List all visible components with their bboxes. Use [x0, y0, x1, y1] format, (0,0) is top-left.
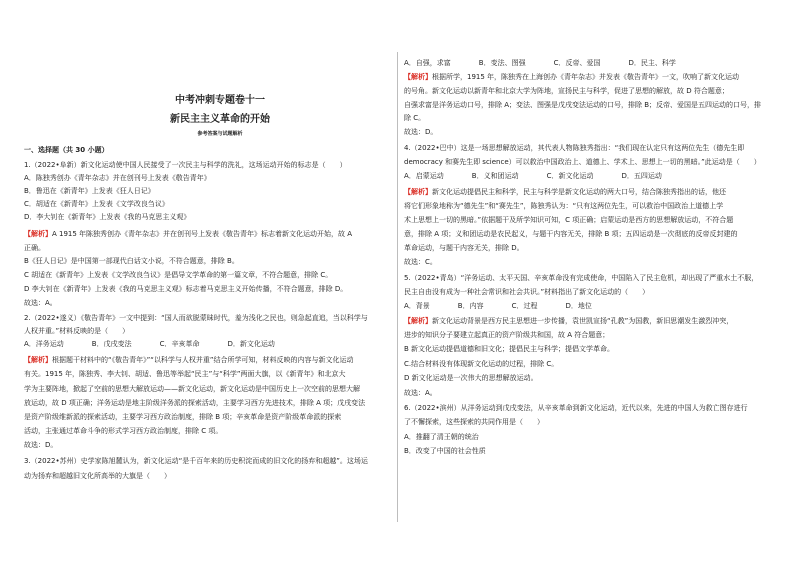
analysis-line — [404, 73, 739, 82]
analysis-tag: 【解析】 — [24, 230, 52, 238]
section-heading: 一、选择题（共 30 小题） — [24, 146, 109, 154]
answer-option: D．李大钊在《新青年》上发表《我的马克思主义观》 — [24, 213, 191, 221]
text-line: D 李大钊在《新青年》上发表《我的马克思主义观》标志着马克思主义开始传播，不符合题意，排除 D。 — [24, 285, 348, 293]
text-line: 是资产阶级维新派的探索活动，主要学习西方政治制度，排除 B 项；辛亥革命是资产阶级革命派的探索 — [24, 413, 342, 421]
answer-option: A．背景 B．内容 C．过程 D．地位 — [404, 302, 592, 310]
question-stem: 3.（2022•苏州）史学家陈旭麓认为，新文化运动“是千百年来的历史积淀而成的旧文化的扬弃和超越”。这场运 — [24, 457, 368, 465]
text-line: 活动，主张通过革命斗争的形式学习西方政治制度，排除 C 项。 — [24, 427, 223, 435]
analysis-text: 根据题干材料中的“《敬告青年》”“以科学与人权并重”结合所学可知，材料反映的内容与新文化运动 — [52, 356, 354, 364]
answer-note: 参考答案与试题解析 — [197, 131, 243, 137]
text-line: B《狂人日记》是中国第一部现代白话文小说，不符合题意，排除 B。 — [24, 257, 239, 265]
answer-option: A．洋务运动 B．戊戌变法 C．辛亥革命 D．新文化运动 — [24, 340, 275, 348]
text-line: 学为主要阵地，掀起了空前的思想大解放运动——新文化运动，新文化运动是中国历史上一次空前的思想大解 — [24, 385, 360, 393]
analysis-tag: 【解析】 — [404, 73, 432, 81]
analysis-text: 新文化运动提倡民主和科学，民主与科学是新文化运动的两大口号，结合陈独秀指出的话，他还 — [432, 188, 726, 196]
text-line: 的号角。新文化运动以新青年和北京大学为阵地，宣扬民主与科学，促进了思想的解放，故 D 符合题意； — [404, 87, 729, 95]
analysis-tag: 【解析】 — [404, 317, 432, 325]
answer-choice: 故选：A。 — [24, 299, 57, 307]
question-stem: 6.（2022•滨州）从洋务运动到戊戌变法，从辛亥革命到新文化运动，近代以来，先进的中国人为救亡图存进行 — [404, 404, 748, 412]
analysis-text: 新文化运动背景是西方民主思想进一步传播，袁世凯宣扬“孔教”为国教，新旧思潮发生激烈冲突， — [432, 317, 734, 325]
analysis-tag: 【解析】 — [24, 356, 52, 364]
text-line: 人权并重。”材料反映的是（ ） — [24, 327, 130, 335]
question-stem: 4.（2022•巴中）这是一场思想解放运动，其代表人物陈独秀指出：“我们现在认定只有这两位先生（德先生即 — [404, 144, 745, 152]
answer-option: A．启蒙运动 B．义和团运动 C．新文化运动 D．五四运动 — [404, 172, 662, 180]
analysis-line — [404, 188, 726, 197]
question-stem: 5.（2022•青岛）“洋务运动、太平天国、辛亥革命没有完成使命，中国陷入了民主危机，却出现了严重水土不服， — [404, 274, 759, 282]
text-line: B 新文化运动提倡道德和旧文化；提倡民主与科学；提倡文学革命。 — [404, 345, 615, 353]
text-line: 自强求富是洋务运动口号，排除 A；变法、图强是戊戌变法运动的口号，排除 B；反帝、爱国是五四运动的口号，排 — [404, 101, 762, 109]
text-line: democracy 和赛先生即 science）可以救治中国政治上、道德上、学术上、思想上一切的黑暗。”此运动是（ ） — [404, 158, 761, 166]
answer-option: B．改变了中国的社会性质 — [404, 447, 486, 455]
text-line: 有关。1915 年，陈独秀、李大钊、胡适、鲁迅等举起“民主”与“科学”两面大旗，以《新青年》和北京大 — [24, 370, 346, 378]
text-line: 术上思想上一切的黑暗。”依据题干及所学知识可知，C 项正确；启蒙运动是西方的思想解放运动，不符合题 — [404, 216, 734, 224]
answer-choice: 故选：A。 — [404, 389, 437, 397]
answer-option: A．陈独秀创办《青年杂志》并在创刊号上发表《敬告青年》 — [24, 174, 211, 182]
text-line: 将它们形象地称为“德先生”和“赛先生”，陈独秀认为：“只有这两位先生，可以救治中国政治上道德上学 — [404, 202, 724, 210]
answer-choice: 故选：D。 — [24, 441, 58, 449]
text-line: 放运动，故 D 项正确；洋务运动是地主阶级洋务派的探索活动，主要学习西方先进技术，排除 A 项；戊戌变法 — [24, 399, 366, 407]
column-divider — [397, 52, 398, 522]
question-stem: 2.（2022•遂义）《敬告青年》一文中提到：“国人而欲脱蒙昧时代，羞为浅化之民也，则急起直追，当以科学与 — [24, 314, 368, 322]
text-line: 意，排除 A 项；义和团运动是农民起义，与题干内容无关，排除 B 项；五四运动是一次彻底的反帝反封建的 — [404, 230, 738, 238]
text-line: 除 C。 — [404, 114, 426, 122]
analysis-text: A 1915 年陈独秀创办《青年杂志》并在创刊号上发表《敬告青年》标志着新文化运动开始，故 A — [52, 230, 353, 238]
text-line: D 新文化运动是一次伟大的思想解放运动。 — [404, 374, 538, 382]
analysis-line — [404, 317, 733, 326]
text-line: 正确。 — [24, 244, 45, 252]
answer-option: A．自强，求富 B．变法、图强 C．反帝、爱国 D．民主、科学 — [404, 59, 676, 67]
text-line: 进步的知识分子要建立起真正的资产阶级共和国，故 A 符合题意； — [404, 331, 610, 339]
text-line: 民主自由没有成为一种社会常识和社会共识。”材料指出了新文化运动的（ ） — [404, 288, 650, 296]
text-line: 革命运动，与题干内容无关，排除 D。 — [404, 244, 524, 252]
answer-option: A．推翻了清王朝的统治 — [404, 433, 479, 441]
answer-option: C．胡适在《新青年》上发表《文学改良刍议》 — [24, 200, 169, 208]
text-line: 动为扬弃和超越旧文化所高举的大旗是（ ） — [24, 472, 171, 480]
analysis-line — [24, 356, 354, 365]
analysis-text: 根据所学，1915 年，陈独秀在上海创办《青年杂志》并发表《敬告青年》一文，吹响了新文化运动 — [432, 73, 740, 81]
text-line: C 胡适在《新青年》上发表《文学改良刍议》是倡导文学革命的第一篇文章，不符合题意，排除 C。 — [24, 271, 333, 279]
text-line: 了不懈探索，这些探索的共同作用是（ ） — [404, 418, 544, 426]
question-stem: 1.（2022•阜新）新文化运动使中国人民接受了一次民主与科学的洗礼，这场运动开始的标志是（ ） — [24, 161, 347, 169]
analysis-line — [24, 230, 352, 239]
answer-option: B．鲁迅在《新青年》上发表《狂人日记》 — [24, 187, 155, 195]
answer-choice: 故选：D。 — [404, 128, 438, 136]
page-subtitle: 新民主主义革命的开始 — [170, 114, 270, 125]
text-line: C.结合材料没有体现新文化运动的过程，排除 C。 — [404, 360, 559, 368]
page-title: 中考冲刺专题卷十一 — [175, 95, 265, 106]
analysis-tag: 【解析】 — [404, 188, 432, 196]
answer-choice: 故选：C。 — [404, 258, 437, 266]
